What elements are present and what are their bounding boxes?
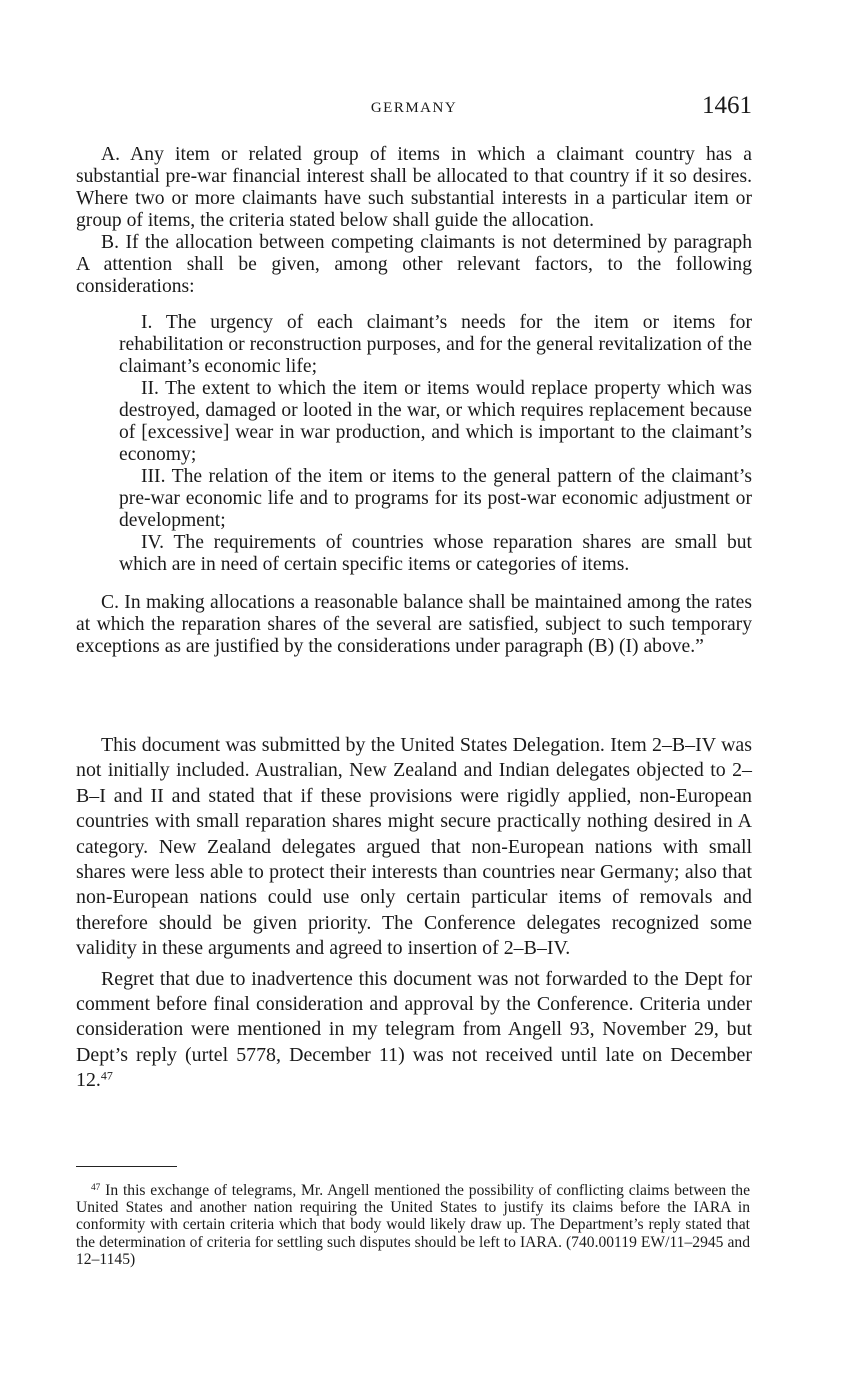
body-paragraph: This document was submitted by the United States Delegation. Item 2–B–IV was not initially included. Australian, New Zealand and Indian delegates objected to 2–B–I and II and stated that if these provisions were rigidly applied, non-European countries with small reparation shares might secure practically nothing desired in A category. New Zealand delegates argued that non-European nations with small shares were less able to protect their interests than countries near Germany; also that non-European nations could use only certain particular items of removals and therefore should be given priority. The Conference delegates recognized some validity in these arguments and agreed to insertion of 2–B–IV. — [76, 734, 752, 960]
paragraph-b: B. If the allocation between competing claimants is not determined by paragraph A attention shall be given, among other relevant factors, to the following considerations: — [76, 232, 752, 297]
consideration-item: III. The relation of the item or items to the general pattern of the claimant’s pre-war economic life and to programs for its post-war economic adjustment or development; — [119, 466, 752, 531]
footnote-divider — [76, 1166, 177, 1167]
paragraph-a: A. Any item or related group of items in which a claimant country has a substantial pre-war financial interest shall be allocated to that country if it so desires. Where two or more claimants have such substantial interests in a particular item or group of items, the criteria stated below shall guide the allocation. — [76, 144, 752, 231]
body-paragraph — [76, 967, 752, 1094]
paragraph-c: C. In making allocations a reasonable balance shall be maintained among the rates at which the reparation shares of the several are satisfied, subject to such temporary exceptions as are justified by the considerations under paragraph (B) (I) above.” — [76, 592, 752, 657]
quoted-criteria-document — [76, 144, 752, 658]
body-text — [76, 733, 752, 1094]
consideration-item: II. The extent to which the item or items would replace property which was destroyed, damaged or looted in the war, or which requires replacement because of [excessive] wear in war production, and which is important to the claimant’s economy; — [119, 378, 752, 465]
page-number: 1461 — [702, 92, 752, 119]
running-title: GERMANY — [370, 100, 458, 116]
considerations-list — [119, 312, 752, 576]
body-paragraph-text: Regret that due to inadvertence this document was not forwarded to the Dept for comment before final consideration and approval by the Conference. Criteria under consideration were mentioned in my telegram from Angell 93, November 29, but Dept’s reply (urtel 5778, December 11) was not received until late on December 12. — [76, 967, 752, 1092]
footnote-number: 47 — [91, 1182, 101, 1193]
running-head — [76, 92, 752, 124]
footnote-text: In this exchange of telegrams, Mr. Angell mentioned the possibility of conflicting claims between the United States and another nation requiring the United States to justify its claims before the IARA in conformity with certain criteria which that body would likely draw up. The Department’s reply stated that the determination of criteria for settling such disputes should be left to IARA. (740.00119 EW/11–2945 and 12–1145) — [76, 1182, 750, 1268]
consideration-item: IV. The requirements of countries whose reparation shares are small but which are in need of certain specific items or categories of items. — [119, 532, 752, 575]
footnote — [76, 1182, 750, 1268]
footnote-reference[interactable]: 47 — [100, 1068, 113, 1083]
consideration-item: I. The urgency of each claimant’s needs for the item or items for rehabilitation or reconstruction purposes, and for the general revitalization of the claimant’s economic life; — [119, 312, 752, 377]
